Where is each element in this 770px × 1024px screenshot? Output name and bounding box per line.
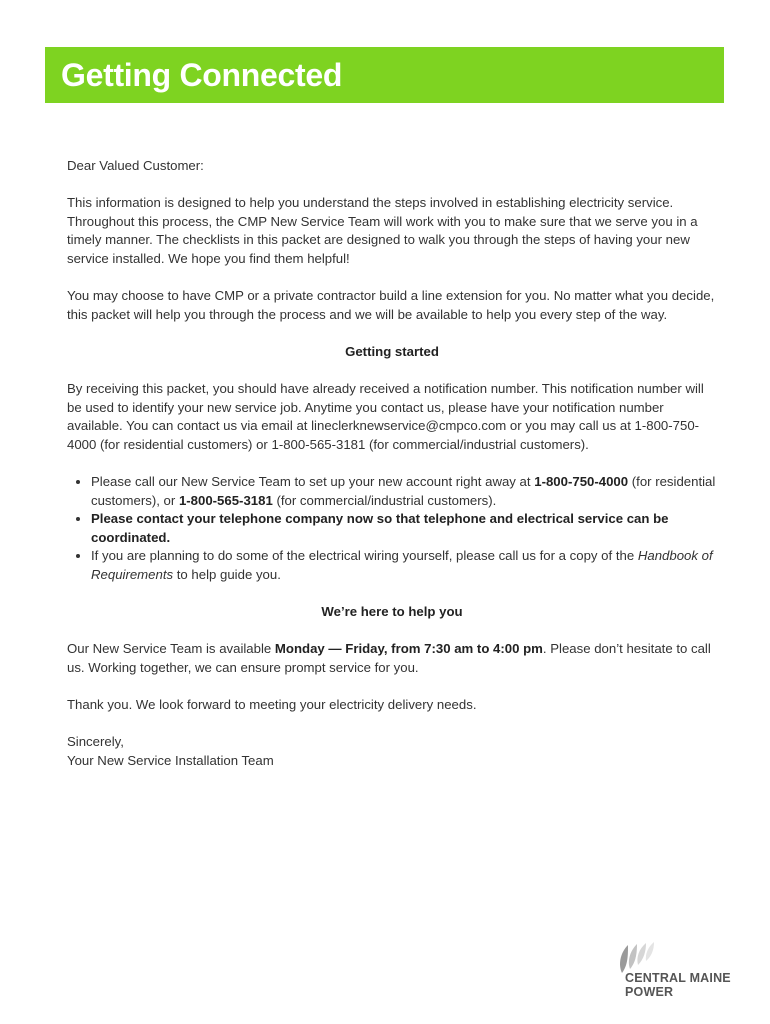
office-hours: Monday — Friday, from 7:30 am to 4:00 pm [274, 641, 543, 657]
bullet-2-text: Please contact your telephone company now so that telephone and electrical service can be coordinated. [91, 511, 669, 545]
signature: Your New Service Installation Team [67, 753, 274, 768]
thanks-paragraph: Thank you. We look forward to meeting your electricity delivery needs. [67, 697, 477, 713]
page-title: Getting Connected [61, 57, 343, 93]
signoff [67, 733, 717, 770]
bullet-1-text-end: (for commercial/industrial customers). [272, 492, 497, 508]
leaf-icon [616, 939, 656, 975]
cmp-logo [616, 939, 756, 1004]
logo-text [625, 971, 731, 999]
header-banner [45, 47, 724, 103]
commercial-phone: 1-800-565-3181 [178, 492, 273, 508]
list-item-call-team [91, 473, 717, 510]
bullet-3-text-end: to help guide you. [173, 567, 281, 583]
help-text: Our New Service Team is available [67, 641, 275, 657]
handbook-title: Handbook of Requirements [91, 548, 713, 583]
bullet-3-text: If you are planning to do some of the electrical wiring yourself, please call us for a copy of the [91, 548, 638, 564]
list-item-telephone-company [91, 510, 717, 547]
help-paragraph [67, 640, 717, 677]
instructions-list [67, 473, 717, 585]
closing: Sincerely, [67, 734, 124, 750]
letter-body [67, 157, 717, 789]
intro-paragraph-2: You may choose to have CMP or a private contractor build a line extension for you. No matter what you decide, this packet will help you through the process and we will be available to help you every step of the way. [67, 288, 715, 322]
logo-line-2: POWER [625, 985, 674, 999]
logo-line-1: CENTRAL MAINE [625, 971, 731, 985]
intro-paragraph-1: This information is designed to help you understand the steps involved in establishing electricity service. Throughout this process, the CMP New Service Team will work with you to make sure that we serve you in a timely manner. The checklists in this packet are designed to walk you through the steps of having your new service installed. We hope you find them helpful! [67, 195, 698, 266]
list-item-handbook [91, 547, 717, 584]
getting-started-paragraph: By receiving this packet, you should have already received a notification number. This notification number will be used to identify your new service job. Anytime you contact us, please have your notification number available. You can contact us via email at lineclerknewservice@cmpco.com or you may call us at 1-800-750-4000 (for residential customers) or 1-800-565-3181 (for commercial/industrial customers). [67, 381, 704, 452]
getting-started-heading: Getting started [345, 343, 439, 359]
residential-phone: 1-800-750-4000 [534, 474, 629, 490]
bullet-1-text: Please call our New Service Team to set up your new account right away at [91, 474, 535, 490]
greeting: Dear Valued Customer: [67, 158, 204, 173]
help-heading: We’re here to help you [321, 604, 463, 620]
bullet-1-text-mid: (for residential customers), or [91, 474, 716, 508]
help-text-end: . Please don’t hesitate to call us. Working together, we can ensure prompt service for you. [67, 641, 711, 676]
